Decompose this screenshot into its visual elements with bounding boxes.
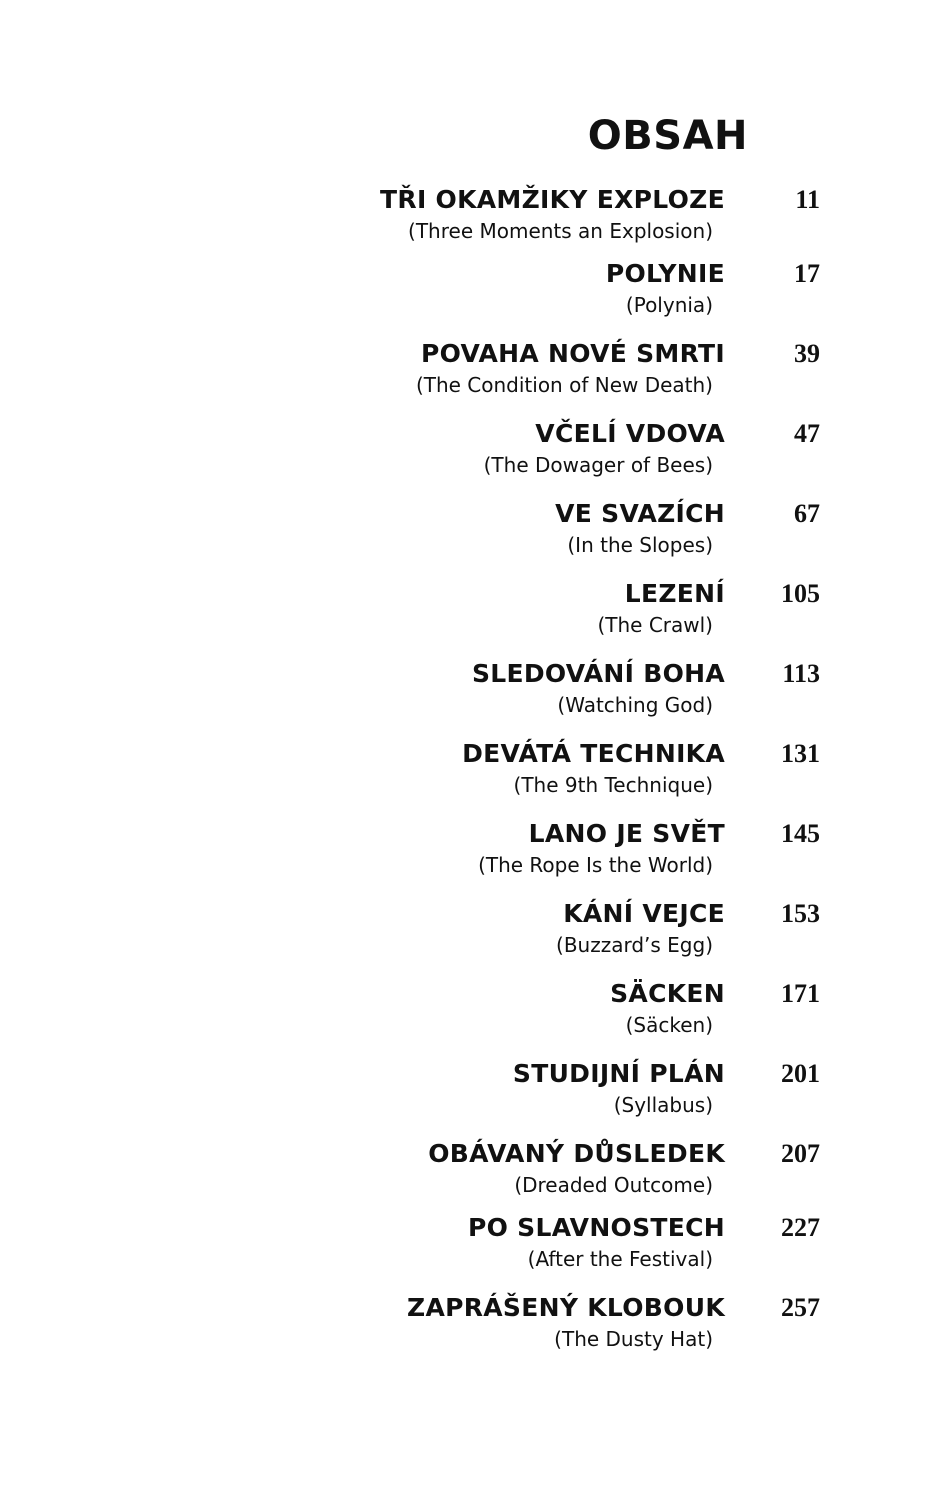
toc-entry bbox=[320, 574, 840, 644]
entry-subtitle: (The Condition of New Death) bbox=[415, 373, 713, 397]
entry-page-number: 131 bbox=[781, 739, 820, 768]
entry-page-number: 257 bbox=[781, 1293, 820, 1322]
page-title: OBSAH bbox=[587, 113, 748, 159]
toc-entry bbox=[320, 1134, 840, 1204]
entry-title: POVAHA NOVÉ SMRTI bbox=[421, 339, 725, 368]
toc-entry bbox=[320, 1288, 840, 1358]
entry-page-number: 207 bbox=[781, 1139, 820, 1168]
entry-title: DEVÁTÁ TECHNIKA bbox=[462, 739, 725, 768]
entry-page-number: 39 bbox=[794, 339, 820, 368]
entry-subtitle: (After the Festival) bbox=[527, 1247, 713, 1271]
entry-subtitle: (Dreaded Outcome) bbox=[514, 1173, 713, 1197]
toc-entry bbox=[320, 1054, 840, 1124]
entry-page-number: 171 bbox=[781, 979, 820, 1008]
entry-page-number: 17 bbox=[794, 259, 820, 288]
entry-title: TŘI OKAMŽIKY EXPLOZE bbox=[380, 185, 725, 214]
toc-entry bbox=[320, 1208, 840, 1278]
entry-subtitle: (Syllabus) bbox=[613, 1093, 713, 1117]
entry-subtitle: (Watching God) bbox=[557, 693, 713, 717]
entry-subtitle: (The Dowager of Bees) bbox=[483, 453, 713, 477]
toc-entry bbox=[320, 494, 840, 564]
entry-subtitle: (Three Moments an Explosion) bbox=[408, 219, 713, 243]
entry-subtitle: (Buzzard’s Egg) bbox=[556, 933, 713, 957]
entry-page-number: 47 bbox=[794, 419, 820, 448]
entry-title: KÁNÍ VEJCE bbox=[563, 899, 725, 928]
toc-entry bbox=[320, 334, 840, 404]
entry-page-number: 113 bbox=[782, 659, 820, 688]
entry-title: SLEDOVÁNÍ BOHA bbox=[471, 659, 725, 688]
entry-page-number: 201 bbox=[781, 1059, 820, 1088]
toc-entry bbox=[320, 654, 840, 724]
entry-subtitle: (The Rope Is the World) bbox=[478, 853, 713, 877]
entry-title: VČELÍ VDOVA bbox=[535, 419, 725, 448]
toc-entry bbox=[320, 894, 840, 964]
entry-title: ZAPRÁŠENÝ KLOBOUK bbox=[407, 1293, 725, 1322]
entry-title: STUDIJNÍ PLÁN bbox=[512, 1059, 725, 1088]
entry-page-number: 67 bbox=[794, 499, 820, 528]
entry-subtitle: (The Crawl) bbox=[597, 613, 713, 637]
entry-title: SÄCKEN bbox=[610, 979, 725, 1008]
toc-entry bbox=[320, 734, 840, 804]
entry-subtitle: (The 9th Technique) bbox=[513, 773, 713, 797]
entry-page-number: 145 bbox=[781, 819, 820, 848]
entry-page-number: 11 bbox=[795, 185, 820, 214]
toc-list bbox=[320, 180, 840, 1380]
toc-entry bbox=[320, 180, 840, 250]
entry-title: LANO JE SVĚT bbox=[528, 819, 725, 848]
toc-entry bbox=[320, 254, 840, 324]
entry-subtitle: (Polynia) bbox=[625, 293, 713, 317]
entry-page-number: 105 bbox=[781, 579, 820, 608]
entry-title: OBÁVANÝ DŮSLEDEK bbox=[428, 1139, 725, 1168]
toc-entry bbox=[320, 414, 840, 484]
entry-page-number: 227 bbox=[781, 1213, 820, 1242]
entry-title: PO SLAVNOSTECH bbox=[468, 1213, 725, 1242]
entry-page-number: 153 bbox=[781, 899, 820, 928]
toc-entry bbox=[320, 974, 840, 1044]
entry-title: VE SVAZÍCH bbox=[555, 499, 725, 528]
entry-subtitle: (The Dusty Hat) bbox=[554, 1327, 713, 1351]
entry-subtitle: (In the Slopes) bbox=[567, 533, 713, 557]
toc-entry bbox=[320, 814, 840, 884]
entry-title: POLYNIE bbox=[605, 259, 725, 288]
entry-title: LEZENÍ bbox=[624, 579, 725, 608]
entry-subtitle: (Säcken) bbox=[625, 1013, 713, 1037]
